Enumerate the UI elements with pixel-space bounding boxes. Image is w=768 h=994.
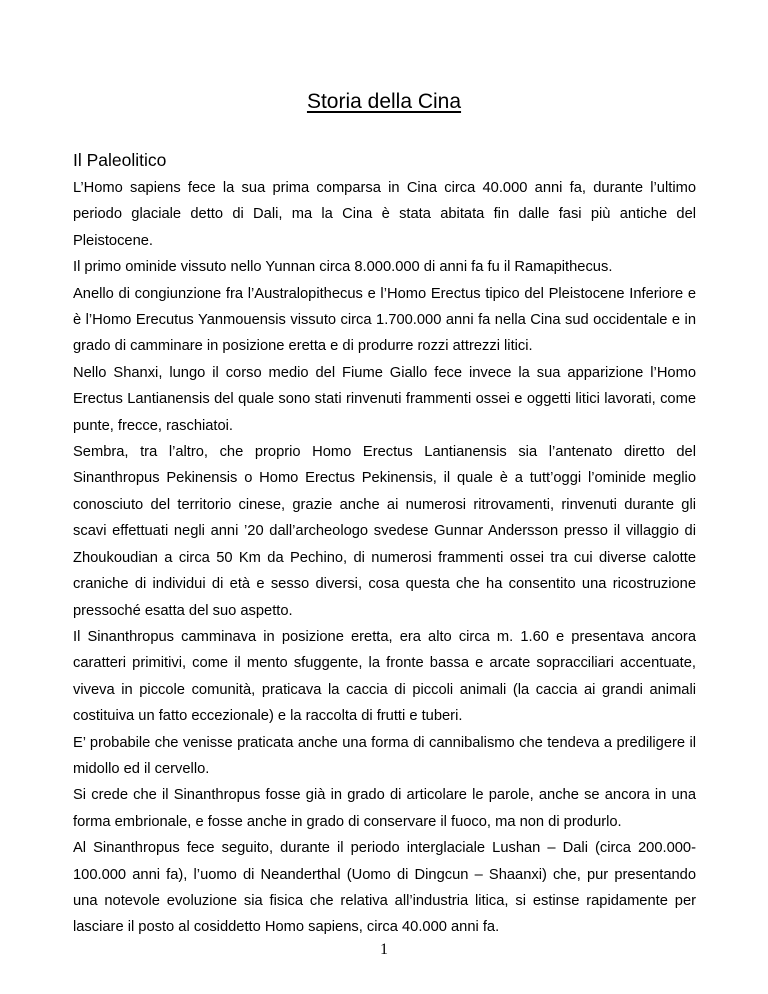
paragraph-language-fire: Si crede che il Sinanthropus fosse già in grado di articolare le parole, anche se ancora in una forma embrionale, e fosse anche in grado di conservare il fuoco, ma non di produrlo. bbox=[73, 787, 696, 830]
document-title: Storia della Cina bbox=[306, 90, 462, 113]
section-heading: Il Paleolitico bbox=[73, 150, 167, 170]
body-text bbox=[73, 175, 696, 941]
paragraph-homo-sapiens: L’Homo sapiens fece la sua prima comparsa in Cina circa 40.000 anni fa, durante l’ultimo periodo glaciale detto di Dali, ma la Cina è stata abitata fin dalle fasi più antiche del Pleistocene. bbox=[73, 180, 696, 249]
paragraph-ramapithecus: Il primo ominide vissuto nello Yunnan circa 8.000.000 di anni fa fu il Ramapithecus. bbox=[73, 259, 613, 276]
paragraph-neanderthal: Al Sinanthropus fece seguito, durante il periodo interglaciale Lushan – Dali (circa 200.000-100.000 anni fa), l’uomo di Neanderthal (Uomo di Dingcun – Shaanxi) che, pur presentando una notevole evoluzione sia fisica che relativa all’industria litica, si estinse rapidamente per lasciare il posto al cosiddetto Homo sapiens, circa 40.000 anni fa. bbox=[73, 840, 696, 936]
paragraph-pekinensis: Sembra, tra l’altro, che proprio Homo Erectus Lantianensis sia l’antenato diretto del Sinanthropus Pekinensis o Homo Erectus Pekinensis, il quale è a tutt’oggi l’ominide meglio conosciuto del territorio cinese, grazie anche ai numerosi ritrovamenti, rinvenuti durante gli scavi effettuati negli anni ’20 dall’archeologo svedese Gunnar Andersson presso il villaggio di Zhoukoudian a circa 50 Km da Pechino, di numerosi frammenti ossei tra cui diverse calotte craniche di individui di età e sesso diversi, cosa questa che ha consentito una ricostruzione pressoché esatta del suo aspetto. bbox=[73, 444, 696, 619]
paragraph-cannibalism: E’ probabile che venisse praticata anche una forma di cannibalismo che tendeva a prediligere il midollo ed il cervello. bbox=[73, 734, 696, 777]
page-number: 1 bbox=[380, 941, 388, 958]
paragraph-lantianensis: Nello Shanxi, lungo il corso medio del Fiume Giallo fece invece la sua apparizione l’Homo Erectus Lantianensis del quale sono stati rinvenuti frammenti ossei e oggetti litici lavorati, come punte, frecce, raschiatoi. bbox=[73, 364, 696, 434]
paragraph-yanmouensis: Anello di congiunzione fra l’Australopithecus e l’Homo Erectus tipico del Pleistocene Inferiore e è l’Homo Erecutus Yanmouensis vissuto circa 1.700.000 anni fa nella Cina sud occidentale e in grado di camminare in posizione eretta e di produrre rozzi attrezzi litici. bbox=[73, 285, 696, 355]
paragraph-sinanthropus-description: Il Sinanthropus camminava in posizione eretta, era alto circa m. 1.60 e presentava ancora caratteri primitivi, come il mento sfuggente, la fronte bassa e arcate sopracciliari accentuate, viveva in piccole comunità, praticava la caccia di piccoli animali (la caccia ai grandi animali costituiva un fatto eccezionale) e la raccolta di frutti e tuberi. bbox=[73, 628, 696, 725]
